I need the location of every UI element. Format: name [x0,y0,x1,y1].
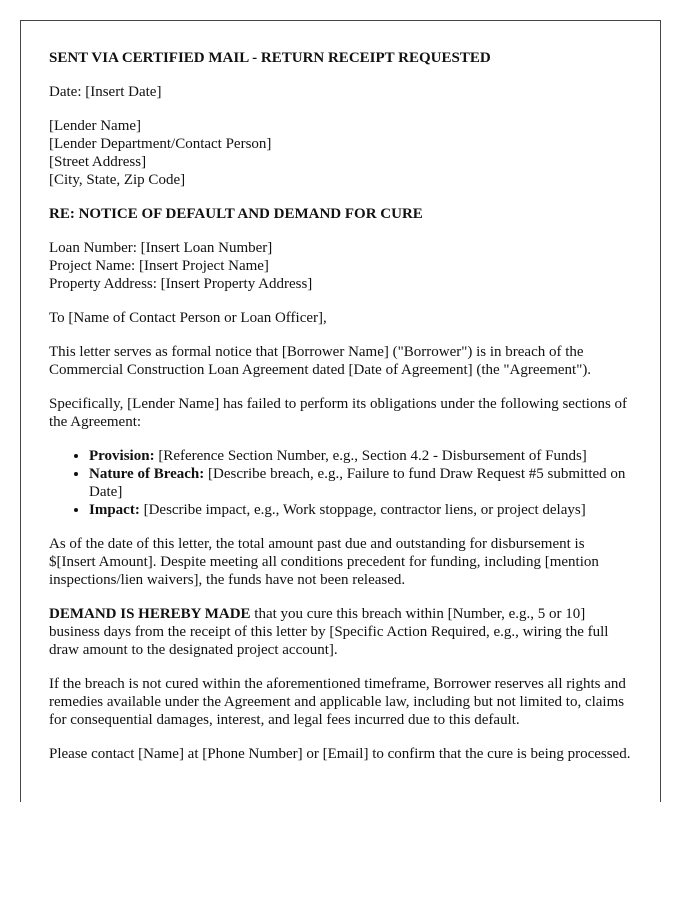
recipient-line: [Lender Name] [49,118,142,134]
remedies-paragraph: If the breach is not cured within the aforementioned timeframe, Borrower reserves all rights and remedies available under the Agreement and applicable law, including but not limited to, claims for consequential damages, interest, and legal fees incurred due to this default. [49,676,626,728]
item-text: [Describe breach, e.g., Failure to fund Draw Request #5 submitted on Date] [89,466,626,500]
list-item [89,501,632,519]
letter-page [20,20,661,802]
item-label: Nature of Breach: [89,466,205,482]
list-item [89,447,632,465]
recipient-address [49,117,632,189]
specifically-paragraph: Specifically, [Lender Name] has failed to perform its obligations under the following sections of the Agreement: [49,396,628,430]
subject-line: RE: NOTICE OF DEFAULT AND DEMAND FOR CURE [49,206,423,222]
item-label: Provision: [89,448,155,464]
mail-notice: SENT VIA CERTIFIED MAIL - RETURN RECEIPT REQUESTED [49,50,491,66]
recipient-line: [City, State, Zip Code] [49,172,186,188]
demand-text: that you cure this breach within [Number, e.g., 5 or 10] business days from the receipt of this letter by [Specific Action Required, e.g., wiring the full draw amount to the designated project account]. [49,606,609,658]
reference-block [49,239,632,293]
breach-list [49,447,632,519]
loan-number: Loan Number: [Insert Loan Number] [49,240,273,256]
contact-paragraph: Please contact [Name] at [Phone Number] or [Email] to confirm that the cure is being processed. [49,746,631,762]
demand-bold: DEMAND IS HEREBY MADE [49,606,251,622]
item-text: [Describe impact, e.g., Work stoppage, contractor liens, or project delays] [139,502,586,518]
notice-paragraph: This letter serves as formal notice that [Borrower Name] ("Borrower") is in breach of the Commercial Construction Loan Agreement dated [Date of Agreement] (the "Agreement"). [49,344,592,378]
demand-paragraph [49,605,632,659]
item-label: Impact: [89,502,140,518]
amount-paragraph: As of the date of this letter, the total amount past due and outstanding for disbursement is $[Insert Amount]. Despite meeting all conditions precedent for funding, including [mention inspections/lien waivers], the funds have not been released. [49,536,599,588]
date-line: Date: [Insert Date] [49,84,162,100]
project-name: Project Name: [Insert Project Name] [49,258,269,274]
salutation: To [Name of Contact Person or Loan Officer], [49,310,327,326]
item-text: [Reference Section Number, e.g., Section 4.2 - Disbursement of Funds] [154,448,587,464]
recipient-line: [Street Address] [49,154,147,170]
property-address: Property Address: [Insert Property Address] [49,276,313,292]
list-item [89,465,632,501]
recipient-line: [Lender Department/Contact Person] [49,136,272,152]
